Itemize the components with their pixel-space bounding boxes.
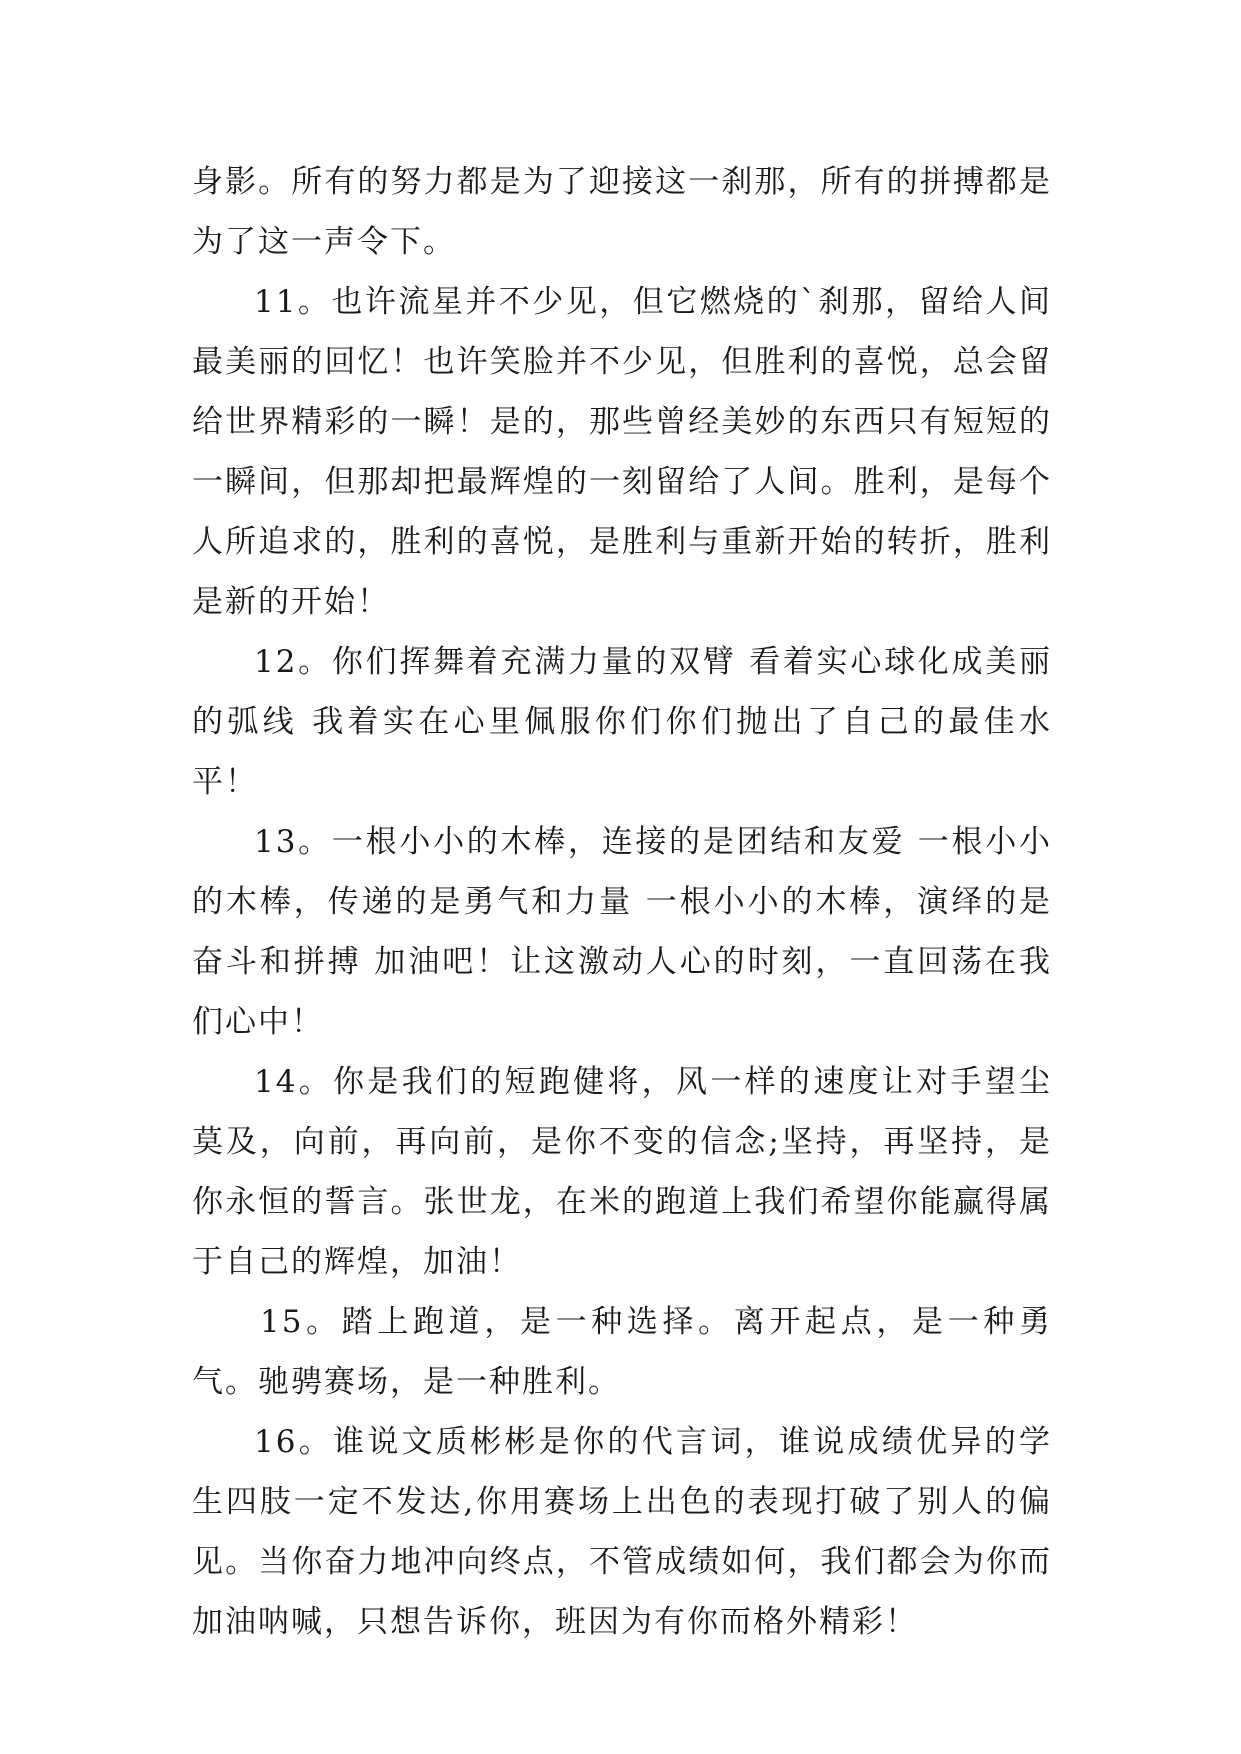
document-page bbox=[192, 152, 1052, 1652]
paragraph-14: 14。你是我们的短跑健将，风一样的速度让对手望尘莫及，向前，再向前，是你不变的信念;坚持，再坚持，是你永恒的誓言。张世龙，在米的跑道上我们希望你能赢得属于自己的辉煌，加油！ bbox=[192, 1064, 1052, 1280]
paragraph-12: 12。你们挥舞着充满力量的双臂 看着实心球化成美丽的弧线 我着实在心里佩服你们你们抛出了自己的最佳水平！ bbox=[192, 644, 1052, 800]
paragraph-11: 11。也许流星并不少见，但它燃烧的`刹那，留给人间最美丽的回忆！也许笑脸并不少见，但胜利的喜悦，总会留给世界精彩的一瞬！是的，那些曾经美妙的东西只有短短的一瞬间，但那却把最辉煌的一刻留给了人间。胜利，是每个人所追求的，胜利的喜悦，是胜利与重新开始的转折，胜利是新的开始！ bbox=[192, 284, 1052, 620]
paragraph-continuation: 身影。所有的努力都是为了迎接这一刹那，所有的拼搏都是为了这一声令下。 bbox=[192, 164, 1052, 260]
paragraph-15: 15。踏上跑道，是一种选择。离开起点，是一种勇气。驰骋赛场，是一种胜利。 bbox=[192, 1304, 1052, 1400]
paragraph-16: 16。谁说文质彬彬是你的代言词，谁说成绩优异的学生四肢一定不发达,你用赛场上出色的表现打破了别人的偏见。当你奋力地冲向终点，不管成绩如何，我们都会为你而加油呐喊，只想告诉你，班因为有你而格外精彩！ bbox=[192, 1424, 1052, 1640]
paragraph-13: 13。一根小小的木棒，连接的是团结和友爱 一根小小的木棒，传递的是勇气和力量 一根小小的木棒，演绎的是奋斗和拼搏 加油吧！让这激动人心的时刻，一直回荡在我们心中！ bbox=[192, 824, 1052, 1040]
